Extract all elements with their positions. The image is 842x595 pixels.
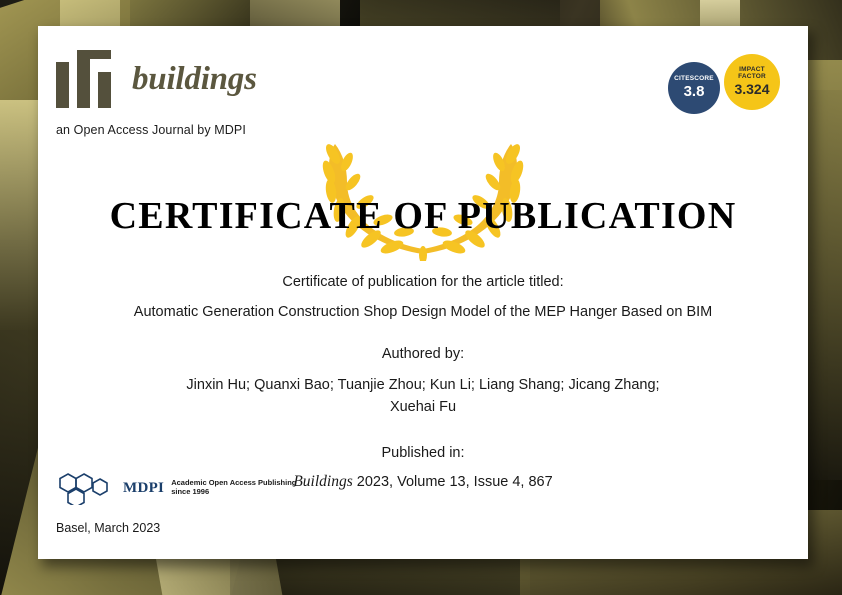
publisher-tagline: Academic Open Access Publishing <box>171 478 297 488</box>
impact-factor-badge <box>724 54 780 110</box>
publisher-since: since 1996 <box>171 487 210 496</box>
metric-badges <box>668 54 780 114</box>
venue-details: 2023, Volume 13, Issue 4, 867 <box>352 473 553 490</box>
place-and-date: Basel, March 2023 <box>56 521 161 535</box>
citescore-value: 3.8 <box>683 83 705 101</box>
published-in-label: Published in: <box>381 444 465 461</box>
journal-subtitle: an Open Access Journal by MDPI <box>56 123 246 137</box>
citescore-label: CITESCORE <box>674 75 714 83</box>
venue-journal-name: Buildings <box>293 472 353 490</box>
certificate-footer <box>56 471 296 535</box>
authors-list <box>38 374 808 419</box>
journal-header <box>56 48 476 137</box>
publisher-name: MDPI <box>123 479 165 496</box>
impact-factor-value: 3.324 <box>734 80 770 97</box>
certificate-body <box>38 274 808 491</box>
mdpi-hexagon-icon <box>56 471 116 505</box>
certificate-sheet <box>38 26 808 559</box>
intro-text: Certificate of publication for the article titled: <box>282 274 564 290</box>
impact-factor-label-line1: IMPACT <box>739 66 765 74</box>
authors-line-1: Jinxin Hu; Quanxi Bao; Tuanjie Zhou; Kun Li; Liang Shang; Jicang Zhang; <box>186 377 660 393</box>
authors-line-2: Xuehai Fu <box>389 399 457 416</box>
citescore-badge <box>668 62 720 114</box>
article-title: Automatic Generation Construction Shop Design Model of the MEP Hanger Based on BIM <box>133 304 713 320</box>
authored-by-label: Authored by: <box>381 346 465 362</box>
impact-factor-label-line2: FACTOR <box>738 73 766 81</box>
certificate-title-zone <box>38 136 808 266</box>
buildings-logo-icon <box>56 50 120 108</box>
journal-name: buildings <box>132 60 257 97</box>
page-title: CERTIFICATE OF PUBLICATION <box>109 195 737 237</box>
